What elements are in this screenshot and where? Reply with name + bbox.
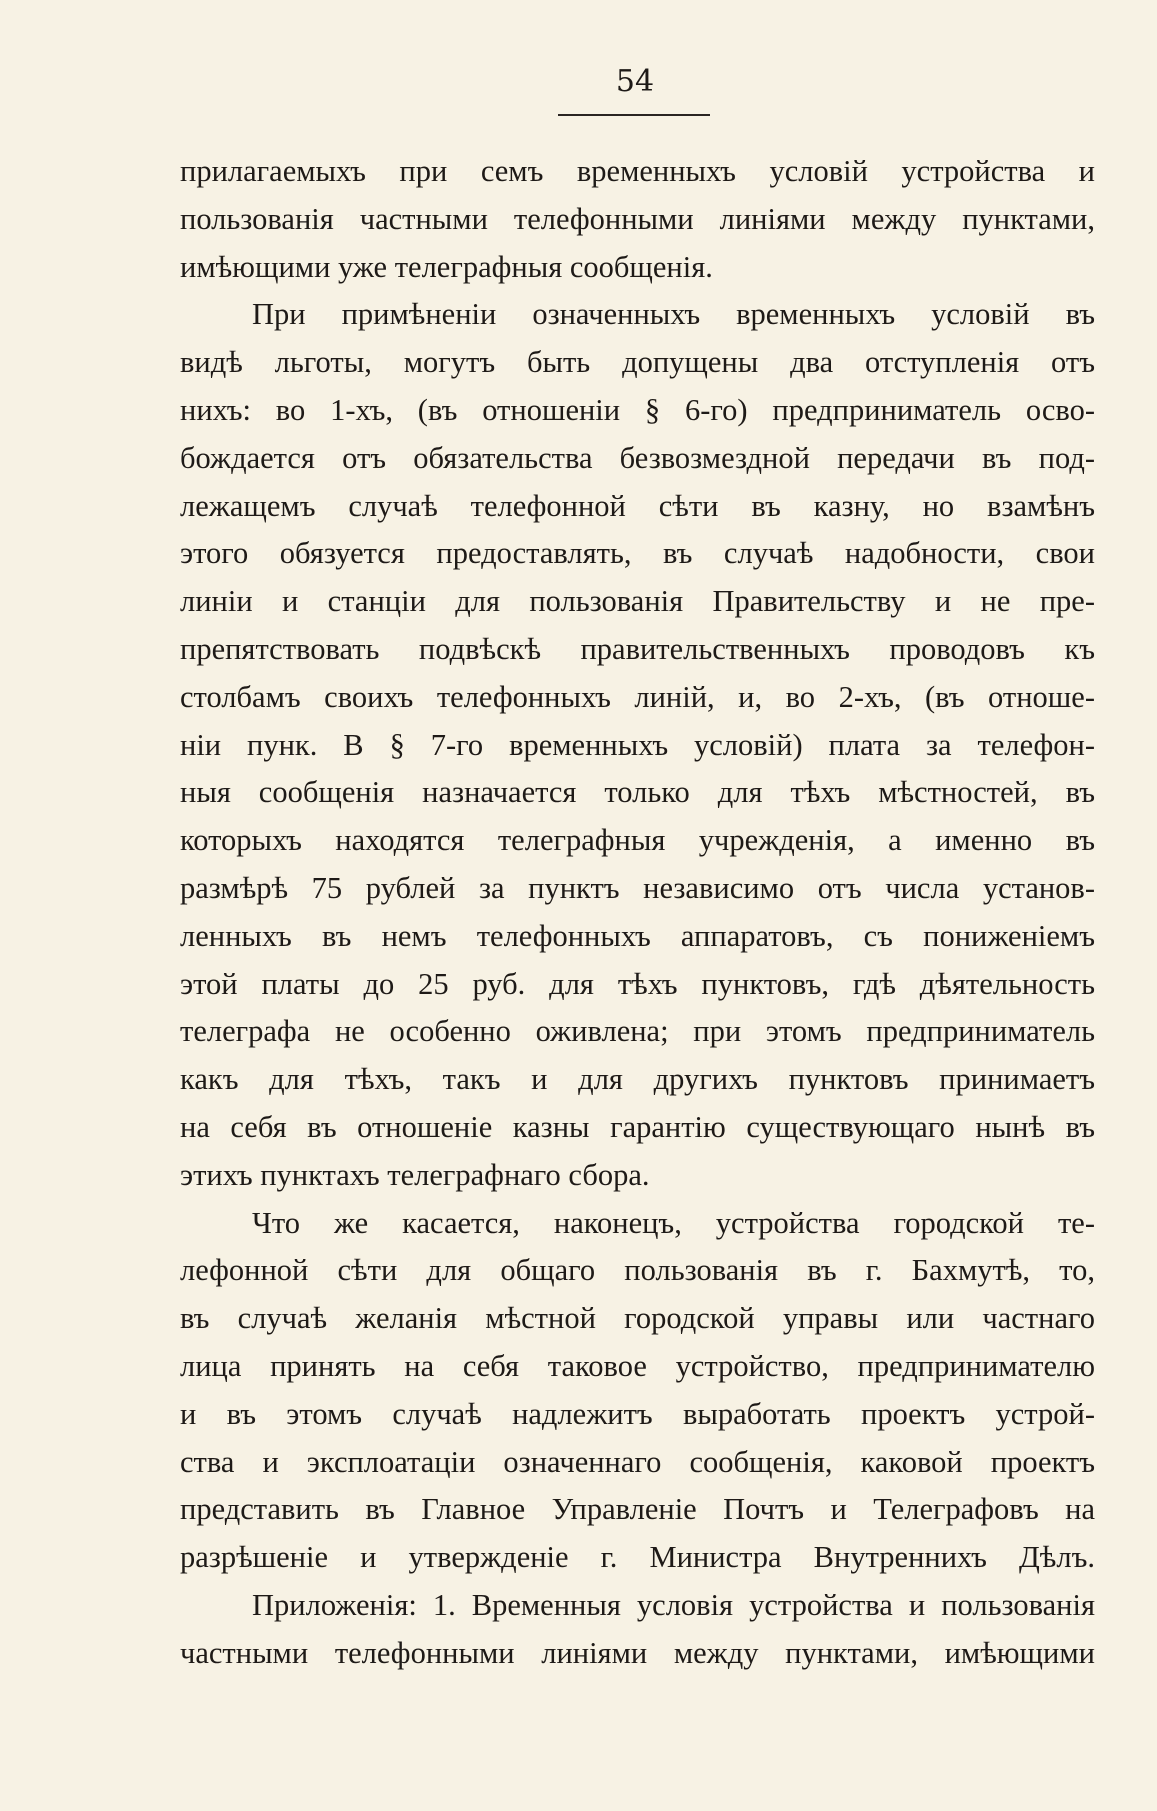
text-line: этой платы до 25 руб. для тѣхъ пунктовъ, гдѣ дѣятельность [180,966,1095,1001]
text-line: бождается отъ обязательства безвозмездной передачи въ под- [180,440,1095,475]
text-line: видѣ льготы, могутъ быть допущены два отступленія отъ [180,345,1095,380]
text-line: нихъ: во 1-хъ, (въ отношеніи § 6-го) предприниматель осво- [180,392,1095,427]
text-line: ства и эксплоатаціи означеннаго сообщенія, каковой проектъ [180,1444,1095,1479]
page-number: 54 [615,64,655,99]
text-line: лефонной сѣти для общаго пользованія въ г. Бахмутѣ, то, [180,1253,1095,1288]
text-line: въ случаѣ желанія мѣстной городской управы или частнаго [180,1301,1095,1336]
text-line: столбамъ своихъ телефонныхъ линій, и, во 2-хъ, (въ отноше- [180,679,1095,714]
text-line: ныя сообщенія назначается только для тѣхъ мѣстностей, въ [180,775,1095,810]
text-line: размѣрѣ 75 рублей за пунктъ независимо отъ числа установ- [180,870,1095,905]
text-line: имѣющими уже телеграфныя сообщенія. [180,249,713,284]
text-line: телеграфа не особенно оживлена; при этомъ предприниматель [180,1014,1095,1049]
text-line: лежащемъ случаѣ телефонной сѣти въ казну, но взамѣнъ [180,488,1095,523]
paragraph-start-line: При примѣненіи означенныхъ временныхъ условій въ [252,297,1095,332]
text-line: пользованія частными телефонными линіями между пунктами, [180,201,1095,236]
text-line: этого обязуется предоставлять, въ случаѣ надобности, свои [180,536,1095,571]
text-line: на себя въ отношеніе казны гарантію существующаго нынѣ въ [180,1109,1095,1144]
text-line: представить въ Главное Управленіе Почтъ и Телеграфовъ на [180,1492,1095,1527]
text-line: ленныхъ въ немъ телефонныхъ аппаратовъ, съ пониженіемъ [180,918,1095,953]
paragraph-start-line: Приложенія: 1. Временныя условія устройства и пользованія [252,1587,1095,1622]
text-line: линіи и станціи для пользованія Правительству и не пре- [180,584,1095,619]
text-line: лица принять на себя таковое устройство, предпринимателю [180,1348,1095,1383]
text-line: препятствовать подвѣскѣ правительственныхъ проводовъ къ [180,631,1095,666]
header-rule [558,114,710,116]
text-line: прилагаемыхъ при семъ временныхъ условій устройства и [180,154,1095,188]
text-line: ніи пунк. В § 7-го временныхъ условій) плата за телефон- [180,727,1095,762]
text-line: какъ для тѣхъ, такъ и для другихъ пунктовъ принимаетъ [180,1062,1095,1097]
text-line: и въ этомъ случаѣ надлежитъ выработать проектъ устрой- [180,1396,1095,1431]
text-line: которыхъ находятся телеграфныя учрежденія, а именно въ [180,823,1095,858]
text-line: этихъ пунктахъ телеграфнаго сбора. [180,1157,650,1192]
text-line: частными телефонными линіями между пунктами, имѣющими [180,1635,1095,1670]
body-text [180,148,1095,1678]
paragraph-start-line: Что же касается, наконецъ, устройства городской те- [252,1205,1095,1240]
text-line: разрѣшеніе и утвержденіе г. Министра Внутреннихъ Дѣлъ. [180,1540,1095,1575]
